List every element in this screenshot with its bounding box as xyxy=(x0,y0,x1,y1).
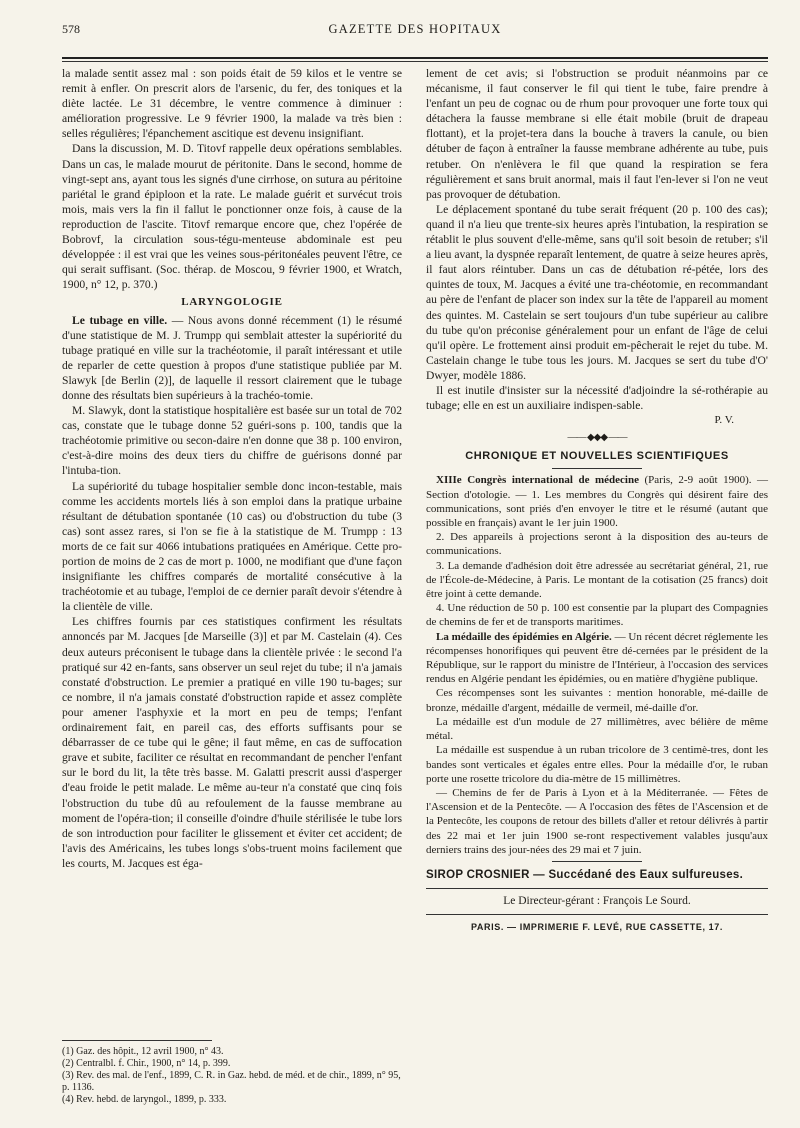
article-paragraph xyxy=(62,313,402,404)
paragraph: la malade sentit assez mal : son poids était de 59 kilos et le ventre se remit à enfler. On prescrit alors de l'arsenic, du fer, des toniques et la diète lactée. Le 31 décembre, le ventre commence à diminuer : amélioration progressive. Le 9 février 1900, la malade va très bien : selles régulières; l'épanchement ascitique est devenu insignifiant. xyxy=(62,67,402,141)
journal-title: GAZETTE DES HOPITAUX xyxy=(328,22,502,36)
news-lead: XIIIe Congrès international de médecine xyxy=(436,474,639,487)
section-heading: LARYNGOLOGIE xyxy=(181,296,283,309)
page-number: 578 xyxy=(62,22,80,36)
left-column xyxy=(62,66,402,871)
footnote: (1) Gaz. des hôpit., 12 avril 1900, n° 43. xyxy=(62,1046,224,1057)
author-signature: P. V. xyxy=(714,414,734,427)
paragraph: Dans la discussion, M. D. Titovf rappelle deux opérations semblables. Dans un cas, le malade mourut de péritonite. Dans le second, homme de vingt-sept ans, ayant tous les signés d'une cirrhose, on sutura au péritoine pariétal le grand épiploon et la rate. Le malade guérit et survécut trois mois, mais vers la fin il fallut le ponctionner onze fois, à cause de la reproduction de l'ascite. Titovf remarque encore que, chez l'opérée de Bobrovf, la circulation sous-tégu-menteuse abdominale est peu développée : il est vrai que les veines sous-péritonéales peuvent l'être, ce qui serait suffisant. (Soc. thérap. de Moscou, 9 février 1900, et Wratch, 1900, n° 12, p. 370.) xyxy=(62,142,402,292)
news-lead: La médaille des épidémies en Algérie. xyxy=(436,630,612,643)
paragraph: 2. Des appareils à projections seront à la disposition des au-teurs de communications. xyxy=(426,531,768,558)
divider xyxy=(426,914,768,915)
news-paragraph xyxy=(426,786,768,857)
news-paragraph xyxy=(426,630,768,687)
section-heading: CHRONIQUE ET NOUVELLES SCIENTIFIQUES xyxy=(465,450,729,463)
footnote: (3) Rev. des mal. de l'enf., 1899, C. R. in Gaz. hebd. de méd. et de chir., 1899, n° 95, p. 1136. xyxy=(62,1070,401,1093)
footnote: (4) Rev. hebd. de laryngol., 1899, p. 333. xyxy=(62,1094,227,1105)
article-lead: Le tubage en ville. xyxy=(72,313,168,327)
footnotes xyxy=(62,1046,402,1106)
paragraph: Ces récompenses sont les suivantes : mention honorable, mé-daille de bronze, médaille d'argent, médaille de vermeil, mé-daille d'or. xyxy=(426,687,768,714)
page-header xyxy=(62,22,768,44)
news-lead: — Chemins de fer de Paris à Lyon et à la Méditerranée. xyxy=(436,786,708,799)
article-text: — Nous avons donné récemment (1) le résumé d'une statistique de M. J. Trumpp qui semblait attester la supériorité du tubage pratiqué en ville sur la trachéotomie, il paraît intéressant et utile de reparler de cette question à propos d'une statistique publiée par M. Slawyk [de Berlin (2)], de laquelle il ressort clairement que le tubage donne des résultats bien supérieurs à la trachéo-tomie. xyxy=(62,313,402,402)
paragraph: Il est inutile d'insister sur la nécessité d'adjoindre la sé-rothérapie au tubage; elle en est un auxiliaire indispen-sable. xyxy=(426,383,768,413)
ornament-divider: —— ◆◆◆ —— xyxy=(567,432,627,444)
advertisement: SIROP CROSNIER — Succédané des Eaux sulfureuses. xyxy=(426,868,744,881)
footnote: (2) Centralbl. f. Chir., 1900, n° 14, p. 399. xyxy=(62,1058,231,1069)
divider xyxy=(552,468,642,469)
news-text: — Fêtes de l'Ascension et de la Pentecôte. — A l'occasion des fêtes de l'Ascension et de la Pentecôte, les coupons de retour des billets d'aller et retour délivrés à partir des 22 mai et 1er juin 1900 se-ront respectivement valables jusqu'aux derniers trains des jour-nées des 29 mai et 7 juin. xyxy=(426,786,768,856)
paragraph: La médaille est d'un module de 27 millimètres, avec bélière de même métal. xyxy=(426,715,768,743)
paragraph: lement de cet avis; si l'obstruction se produit néanmoins par ce mécanisme, il faut conserver le fil qui tient le tube, faire prendre à l'enfant un peu de cognac ou de rhum pour provoquer une forte toux qui détachera la fausse membrane si elle était mobile (bruit de drapeau flottant), et la projet-tera dans la bouche à travers la canule, ou bien détuber de façon à entraîner la fausse membrane adhérente au tube, puis retuber. On n'enlèvera le fil que quand la respiration se fera régulièrement et sans bruit anormal, mais il faut l'en-lever si l'on ne veut pas provoquer de détubation. xyxy=(426,67,768,201)
paragraph: Les chiffres fournis par ces statistiques confirment les résultats annoncés par M. Jacques [de Marseille (3)] et par M. Castelain (4). Ces deux auteurs préconisent le tubage dans la clientèle privée : le second l'a pratiqué sur 42 en-fants, sans observer un seul rejet du tube; il n'a jamais constaté d'obstruction. Le premier a pratiqué en ville 190 tu-bages; sur ce nombre, il n'a jamais constaté d'obstruction rapide et assez complète pour amener l'asphyxie et la mort en peu de temps; l'enfant ordinairement fait, en pareil cas, des efforts suffisants pour se débarrasser de ce tube qui le gêne; il faut même, en cas de suffocation grave et subite, faciliter ce résultat en recommandant de pencher l'enfant sur le bord du lit, la tête très basse. M. Galatti prescrit aussi d'asperger d'eau froide le petit malade. Le même au-teur n'a constaté que cinq fois l'obstruction du tube dû au refoulement de la fausse membrane au moment de l'opéra-tion; il conseille d'oindre d'huile stérilisée le tube lors de son introduction pour faciliter le glissement et éviter cet accident; de l'avis des Américains, les tubes longs s'obs-truent moins facilement que les courts, M. Jacques est éga- xyxy=(62,615,402,870)
printer-imprint: PARIS. — IMPRIMERIE F. LEVÉ, RUE CASSETTE, 17. xyxy=(471,922,723,933)
news-text: (Paris, 2-9 août 1900). — Section d'otologie. — 1. Les membres du Congrès qui désirent faire des communications, sont priés d'en envoyer le titre et le résumé (autant que possible en français) avant le 1er juin 1900. xyxy=(426,474,769,530)
director-line: Le Directeur-gérant : François Le Sourd. xyxy=(503,895,691,908)
paragraph: 4. Une réduction de 50 p. 100 est consentie par la plupart des Compagnies de chemins de fer et de transports maritimes. xyxy=(426,602,768,629)
news-text: — Un récent décret réglemente les récompenses honorifiques qui peuvent être dé-cernées par le président de la République, sur le rapport du ministre de l'Intérieur, à l'occasion des services rendus en Algérie pendant les épidémies, ou en matière d'hygiène publique. xyxy=(426,630,768,686)
paragraph: M. Slawyk, dont la statistique hospitalière est basée sur un total de 702 cas, constate que le tubage donne 52 guéri-sons p. 100, tandis que la trachéotomie primitive ou secon-daire n'en donne que 38 p. 100 environ, c'est-à-dire moins des deux tiers du chiffre de guérisons donné par l'intuba-tion. xyxy=(62,404,402,478)
paragraph: 3. La demande d'adhésion doit être adressée au secrétariat général, 21, rue de l'École-de-Médecine, à Paris. Le montant de la cotisation (25 francs) doit être joint à cette demande. xyxy=(426,559,768,601)
footnote-rule xyxy=(62,1040,212,1041)
right-column xyxy=(426,66,768,935)
paragraph: La supériorité du tubage hospitalier semble donc incon-testable, mais comme les accidents mortels liés à son emploi dans la pratique urbaine résultant de détubation spontanée (10 cas) ou d'obstruction du tube (3 cas) sont assez rares, si l'on se fie à la statistique de M. Trumpp : 13 morts de ce fait sur 4066 intubations pratiquées en Amérique. Cette pro-portion de moins de 2 cas de mort p. 1000, ne modifiant que d'une façon insignifiante les chiffres comparés de mortalité consécutive à la trachéotomie et au tubage, l'emploi de ce dernier paraît devoir s'étendre à la clientèle de ville. xyxy=(62,479,402,614)
news-paragraph xyxy=(426,473,768,530)
header-rule xyxy=(62,57,768,59)
paragraph: Le déplacement spontané du tube serait fréquent (20 p. 100 des cas); quand il n'a lieu que trente-six heures après l'intubation, la respiration se rétablit le plus souvent d'elle-même, sans qu'il soit besoin de retuber; s'il a lieu avant, la dyspnée reparaît lentement, de quatre à seize heures après, il faut alors réintuber. Dans un cas de détubation ré-pétée, lors des quintes de toux, M. Jacques a évité une tra-chéotomie, en recommandant au père de l'enfant de placer son index sur la tête de l'appareil au moment des quintes. M. Castelain se sert toujours d'un tube supérieur au calibre du tube qu'on préconise généralement pour un enfant de l'âge de celui qu'il opère. Le frottement ainsi produit em-pêcherait le rejet du tube. M. Castelain change le tube tous les jours. M. Jacques se sert du tube d'O' Dwyer, modèle 1886. xyxy=(426,202,768,382)
divider xyxy=(552,861,642,862)
divider xyxy=(426,888,768,889)
header-rule-thin xyxy=(62,61,768,62)
paragraph: La médaille est suspendue à un ruban tricolore de 3 centimè-tres, dont les bandes sont verticales et égales entre elles. Pour la médaille d'or, le ruban porte une rosette tricolore du dia-mètre de 15 millimètres. xyxy=(426,744,768,785)
